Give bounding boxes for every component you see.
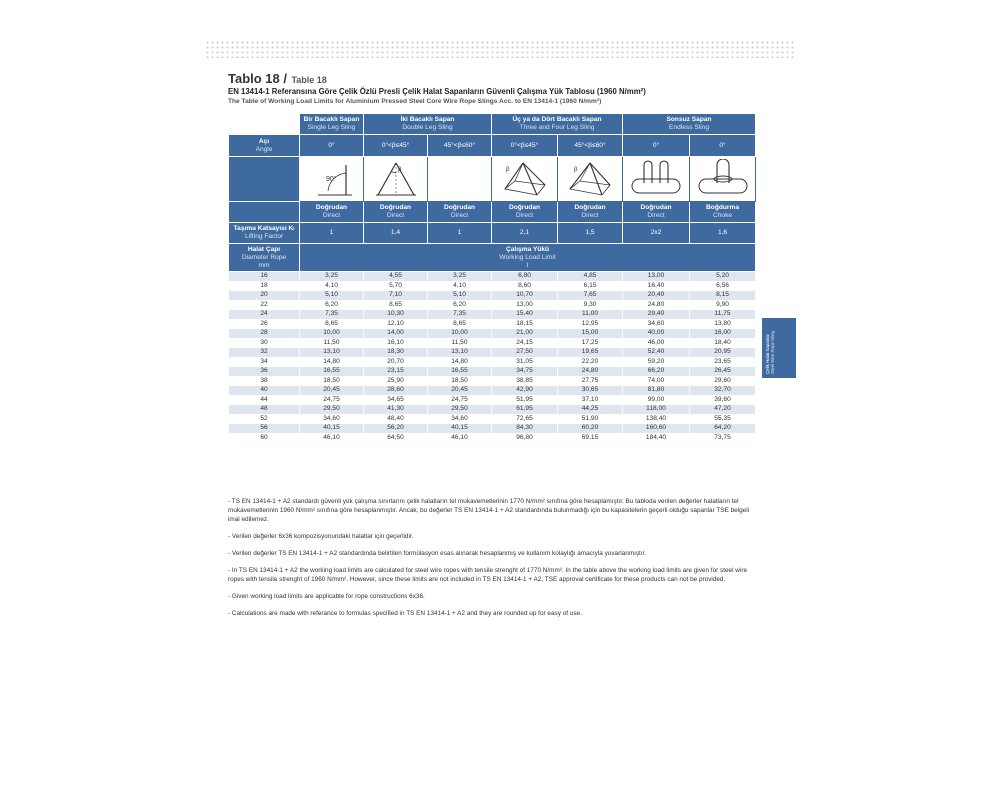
working-load-cell: 46,00 [623,338,690,348]
angle-value: 0°<β≤45° [364,135,428,157]
mode-choke: Boğdurma Choke [690,202,756,223]
lifting-factor-value: 1,6 [690,223,756,244]
working-load-cell: 5,70 [364,281,428,291]
working-load-cell: 24,15 [492,338,558,348]
working-load-cell: 10,70 [492,291,558,301]
rope-diameter-cell: 30 [229,338,300,348]
angle-value: 0° [300,135,364,157]
working-load-cell: 34,75 [492,367,558,377]
working-load-cell: 6,80 [492,272,558,282]
lifting-factor-value: 1,4 [364,223,428,244]
note: - Verilen değerler 6x36 kompozisyonundaki halatlar için geçerlidir. [228,533,414,540]
angle-value: 0°<β≤45° [492,135,558,157]
rope-diameter-cell: 22 [229,300,300,310]
working-load-cell: 14,80 [300,357,364,367]
single-leg-sling-icon [300,157,364,202]
working-load-cell: 10,00 [428,329,492,339]
working-load-cell: 39,60 [690,395,756,405]
working-load-cell: 46,10 [428,433,492,443]
rope-diameter-cell: 24 [229,310,300,320]
mode-direct: Doğrudan Direct [558,202,623,223]
table-row [229,291,756,301]
working-load-cell: 24,80 [558,367,623,377]
working-load-cell: 13,10 [428,348,492,358]
working-load-cell: 55,35 [690,414,756,424]
working-load-cell: 6,20 [428,300,492,310]
working-load-cell: 18,30 [364,348,428,358]
table-row [229,386,756,396]
table-row [229,414,756,424]
working-load-cell: 56,20 [364,424,428,434]
working-load-cell: 29,40 [623,310,690,320]
endless-choke-sling-icon [690,157,756,202]
working-load-cell: 9,90 [690,300,756,310]
working-load-cell: 34,60 [428,414,492,424]
working-load-cell: 3,25 [300,272,364,282]
working-load-limit-label: Çalışma Yükü Working Load Limit t [300,244,756,272]
beta-label: β [397,167,401,173]
table-row [229,405,756,415]
side-tab-tr: Çelik Halat Sapanlar [765,333,770,374]
rope-diameter-cell: 56 [229,424,300,434]
title-en: Table 18 [291,75,327,85]
working-load-cell: 8,65 [428,319,492,329]
working-load-cell: 38,85 [492,376,558,386]
working-load-cell: 40,15 [300,424,364,434]
working-load-cell: 16,00 [690,329,756,339]
working-load-cell: 10,00 [300,329,364,339]
working-load-cell: 12,10 [364,319,428,329]
angle-value: 45°<β≤60° [558,135,623,157]
table-row [229,395,756,405]
working-load-cell: 11,50 [428,338,492,348]
table-row [229,348,756,358]
angle-label: Açı Angle [229,135,300,157]
group-three-four-leg: Üç ya da Dört Bacaklı Sapan Three and Four Leg Sling [492,114,623,135]
rope-diameter-cell: 60 [229,433,300,443]
angle-value: 45°<β≤60° [428,135,492,157]
working-load-cell: 18,40 [690,338,756,348]
table-row [229,319,756,329]
working-load-cell: 66,20 [623,367,690,377]
working-load-cell: 64,50 [364,433,428,443]
working-load-cell: 7,35 [428,310,492,320]
title-main: Tablo 18 / [228,71,287,86]
footnotes [228,497,753,626]
working-load-cell: 40,15 [428,424,492,434]
note: - Given working load limits are applicable for rope constructions 6x36. [228,593,425,600]
rope-diameter-cell: 28 [229,329,300,339]
working-load-cell: 16,55 [428,367,492,377]
table-row [229,367,756,377]
working-load-cell: 19,65 [558,348,623,358]
rope-diameter-cell: 40 [229,386,300,396]
working-load-cell: 15,00 [558,329,623,339]
working-load-cell: 64,20 [690,424,756,434]
working-load-cell: 20,45 [300,386,364,396]
table-row [229,433,756,443]
working-load-cell: 29,50 [300,405,364,415]
note: - In TS EN 13414-1 + A2 the working load limits are calculated for steel wire ropes with tensile strenght of 1770 N/mm². In the table above the working load limits are given for steel wire ropes with tensile strenght of 1960 N/mm². However, since these limits are not included in TS EN 13414-1 + A2, TSE approval certificate for these products can not be provided. [228,567,748,583]
working-load-cell: 7,10 [364,291,428,301]
working-load-cell: 15,40 [492,310,558,320]
working-load-cell: 5,10 [428,291,492,301]
working-load-cell: 44,25 [558,405,623,415]
working-load-cell: 18,50 [300,376,364,386]
working-load-cell: 27,50 [492,348,558,358]
rope-diameter-cell: 34 [229,357,300,367]
table-row [229,376,756,386]
working-load-cell: 7,65 [558,291,623,301]
double-leg-sling-icon [428,157,492,202]
angle-value: 0° [690,135,756,157]
rope-diameter-cell: 48 [229,405,300,415]
working-load-cell: 72,65 [492,414,558,424]
working-load-cell: 34,65 [364,395,428,405]
working-load-cell: 13,00 [623,272,690,282]
working-load-cell: 8,60 [492,281,558,291]
table-row [229,272,756,282]
mode-direct: Doğrudan Direct [300,202,364,223]
working-load-cell: 41,30 [364,405,428,415]
lifting-factor-value: 1 [300,223,364,244]
working-load-cell: 14,00 [364,329,428,339]
rope-diameter-cell: 16 [229,272,300,282]
working-load-cell: 16,40 [623,281,690,291]
table-body [229,272,756,443]
working-load-cell: 61,95 [492,405,558,415]
rope-diameter-cell: 44 [229,395,300,405]
note: - Verilen değerler TS EN 13414-1 + A2 standardında belirtilen formülasyon esas alınarak hesaplanmış ve kullanım kolaylığı amacıyla yuvarlanmıştır. [228,550,647,557]
working-load-cell: 34,60 [300,414,364,424]
angle-90-label: 90° [325,176,337,183]
working-load-cell: 20,40 [623,291,690,301]
rope-diameter-cell: 20 [229,291,300,301]
double-leg-sling-icon [364,157,428,202]
beta-label: β [505,167,509,173]
working-load-cell: 24,75 [428,395,492,405]
table-row [229,300,756,310]
working-load-cell: 9,30 [558,300,623,310]
rope-diameter-cell: 38 [229,376,300,386]
lifting-factor-value: 2,1 [492,223,558,244]
working-load-cell: 52,40 [623,348,690,358]
working-load-cell: 23,65 [690,357,756,367]
working-load-cell: 21,00 [492,329,558,339]
working-load-cell: 160,60 [623,424,690,434]
working-load-cell: 184,40 [623,433,690,443]
working-load-cell: 4,10 [300,281,364,291]
working-load-cell: 23,15 [364,367,428,377]
working-load-cell: 12,95 [558,319,623,329]
working-load-cell: 84,30 [492,424,558,434]
working-load-cell: 13,00 [492,300,558,310]
working-load-cell: 18,15 [492,319,558,329]
working-load-cell: 31,05 [492,357,558,367]
working-load-cell: 29,60 [690,376,756,386]
working-load-cell: 51,95 [492,395,558,405]
beta-label: β [574,167,578,173]
working-load-cell: 6,15 [558,281,623,291]
working-load-cell: 11,00 [558,310,623,320]
page-title [228,70,327,88]
three-four-leg-sling-icon [558,157,623,202]
working-load-cell: 40,00 [623,329,690,339]
mode-direct: Doğrudan Direct [428,202,492,223]
working-load-cell: 17,25 [558,338,623,348]
working-load-cell: 26,45 [690,367,756,377]
lifting-factor-value: 1,5 [558,223,623,244]
working-load-cell: 138,40 [623,414,690,424]
corner-cell [229,114,300,135]
working-load-cell: 48,40 [364,414,428,424]
working-load-cell: 8,65 [300,319,364,329]
working-load-cell: 34,60 [623,319,690,329]
table-row [229,338,756,348]
working-load-cell: 13,10 [300,348,364,358]
lifting-factor-value: 1 [428,223,492,244]
working-load-cell: 118,00 [623,405,690,415]
working-load-cell: 4,55 [364,272,428,282]
rope-diameter-cell: 26 [229,319,300,329]
working-load-cell: 42,90 [492,386,558,396]
working-load-cell: 13,80 [690,319,756,329]
working-load-cell: 8,65 [364,300,428,310]
working-load-cell: 5,20 [690,272,756,282]
working-load-cell: 47,20 [690,405,756,415]
mode-direct: Doğrudan Direct [492,202,558,223]
lifting-factor-value: 2x2 [623,223,690,244]
table-row [229,424,756,434]
subtitle-tr: EN 13414-1 Referansına Göre Çelik Özlü Presli Çelik Halat Sapanların Güvenli Çalışma Yük Tablosu (1960 N/mm²) [228,87,646,96]
mode-direct: Doğrudan Direct [364,202,428,223]
note: - Calculations are made with referance to formulas specified in TS EN 13414-1 + A2 and they are rounded up for easy of use. [228,610,582,617]
working-load-cell: 22,20 [558,357,623,367]
table-row [229,329,756,339]
working-load-table [228,113,756,443]
working-load-cell: 74,00 [623,376,690,386]
group-double-leg: İki Bacaklı Sapan Double Leg Sling [364,114,492,135]
side-tab-en: Steel Wire Rope Sling [770,331,775,374]
working-load-cell: 11,75 [690,310,756,320]
table-row [229,310,756,320]
working-load-cell: 4,10 [428,281,492,291]
working-load-cell: 20,45 [428,386,492,396]
diameter-label: Halat Çapı Diameter Rope mm [229,244,300,272]
working-load-cell: 20,70 [364,357,428,367]
working-load-cell: 81,80 [623,386,690,396]
working-load-cell: 24,80 [623,300,690,310]
endless-direct-sling-icon [623,157,690,202]
mode-row-label [229,202,300,223]
working-load-cell: 96,80 [492,433,558,443]
working-load-cell: 29,50 [428,405,492,415]
working-load-cell: 7,35 [300,310,364,320]
three-four-leg-sling-icon [492,157,558,202]
angle-value: 0° [623,135,690,157]
working-load-cell: 18,50 [428,376,492,386]
group-endless: Sonsuz Sapan Endless Sling [623,114,756,135]
working-load-cell: 60,20 [558,424,623,434]
working-load-cell: 6,56 [690,281,756,291]
subtitle-en: The Table of Working Load Limits for Aluminium Pressed Steel Core Wire Rope Slings Acc. to EN 13414-1 (1960 N/mm²) [228,98,602,105]
working-load-cell: 14,80 [428,357,492,367]
table-row [229,357,756,367]
working-load-cell: 37,10 [558,395,623,405]
table-row [229,281,756,291]
working-load-cell: 4,85 [558,272,623,282]
working-load-cell: 20,95 [690,348,756,358]
working-load-cell: 73,75 [690,433,756,443]
working-load-cell: 46,10 [300,433,364,443]
working-load-cell: 51,90 [558,414,623,424]
working-load-cell: 5,10 [300,291,364,301]
working-load-cell: 11,50 [300,338,364,348]
working-load-cell: 10,30 [364,310,428,320]
rope-diameter-cell: 32 [229,348,300,358]
section-side-tab[interactable] [762,318,796,378]
rope-diameter-cell: 52 [229,414,300,424]
decorative-dot-pattern [205,40,795,58]
group-single-leg: Bir Bacaklı Sapan Single Leg Sling [300,114,364,135]
icon-row-label [229,157,300,202]
working-load-cell: 32,70 [690,386,756,396]
working-load-cell: 28,60 [364,386,428,396]
working-load-cell: 24,75 [300,395,364,405]
lifting-factor-label: Taşıma Katsayısı Kₗ Lifting Factor [229,223,300,244]
working-load-cell: 27,75 [558,376,623,386]
working-load-cell: 16,55 [300,367,364,377]
note: - TS EN 13414-1 + A2 standardı güvenli yük çalışma sınırlarını çelik halatların tel mukavemetlerinin 1770 N/mm² sınıfına göre hesaplamıştır. Bu tabloda verilen değerler halatların tel mukavemetlerinin 1960 N/mm² sınıfına göre hesaplanmıştır. Ancak, bu değerler TS EN 13414-1 + A2 standardında bulunmadığı için bu kapasitelerin geçerli olduğu sapanlar TSE belgeli imal edilemez. [228,498,750,523]
rope-diameter-cell: 18 [229,281,300,291]
working-load-cell: 16,10 [364,338,428,348]
working-load-cell: 6,20 [300,300,364,310]
working-load-cell: 59,20 [623,357,690,367]
working-load-cell: 69,15 [558,433,623,443]
working-load-cell: 8,15 [690,291,756,301]
rope-diameter-cell: 36 [229,367,300,377]
working-load-cell: 99,00 [623,395,690,405]
mode-direct: Doğrudan Direct [623,202,690,223]
working-load-cell: 30,65 [558,386,623,396]
working-load-cell: 25,90 [364,376,428,386]
working-load-cell: 3,25 [428,272,492,282]
